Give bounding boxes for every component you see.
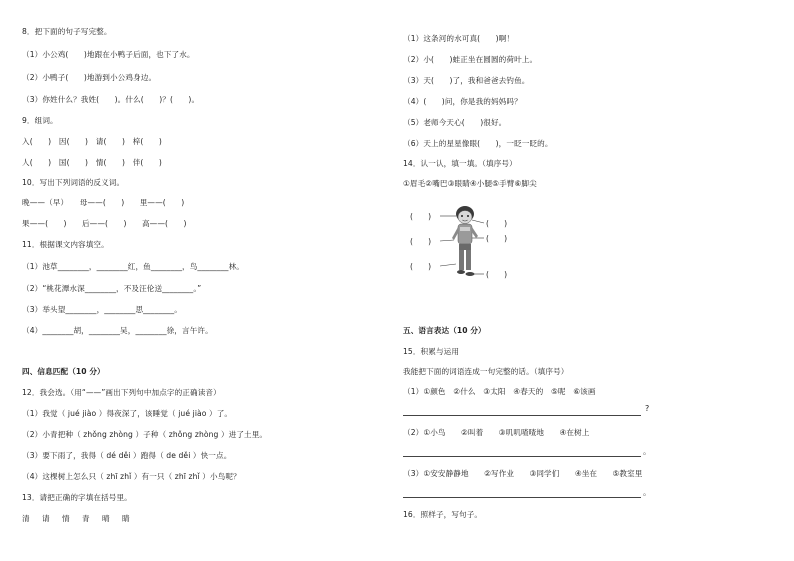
q14-title: 14．认一认，填一填。（填序号） xyxy=(403,159,517,168)
q15-end-mark-3: 。 xyxy=(643,488,651,497)
q12-line-4: （4）这棵树上怎么只（ zhī zhǐ ）有一只（ zhī zhǐ ）小鸟呢？ xyxy=(22,472,241,481)
q11-line-2: （2）“桃花潭水深________，不及汪伦送________。” xyxy=(22,284,202,293)
label-blank-2[interactable]: ( ) xyxy=(410,237,432,246)
section-4-title: 四、信息匹配（10 分） xyxy=(22,367,105,376)
q11-line-1: （1）池草________，________红，鱼________，鸟________林。 xyxy=(22,262,244,271)
q13-sentence-5: （5）老师今天心( )很好。 xyxy=(403,118,507,127)
q9-line-1: 入( ) 因( ) 请( ) 梓( ) xyxy=(22,137,162,146)
q10-title: 10．写出下列词语的反义词。 xyxy=(22,178,125,187)
q10-line-1: 晚——（早） 母——( ) 里——( ) xyxy=(22,198,185,207)
q15-intro: 我能把下面的词语连成一句完整的话。（填序号） xyxy=(403,367,569,376)
q12-line-2: （2）小青把种（ zhǒng zhòng ）子种（ zhǒng zhòng ）进了土里。 xyxy=(22,430,268,439)
q15-item-1: （1）①颜色 ②什么 ③太阳 ④春天的 ⑤呢 ⑥该画 xyxy=(403,387,596,396)
q15-item-3: （3）①安安静静地 ②写作业 ③同学们 ④坐在 ⑤教室里 xyxy=(403,469,643,478)
label-blank-6[interactable]: ( ) xyxy=(486,270,508,279)
label-blank-3[interactable]: ( ) xyxy=(410,262,432,271)
label-blank-5[interactable]: ( ) xyxy=(486,234,508,243)
q15-end-mark-1: ? xyxy=(645,404,650,413)
q15-end-mark-2: 。 xyxy=(643,447,651,456)
q12-line-1: （1）我觉（ jué jiào ）得夜深了，该睡觉（ jué jiào ）了。 xyxy=(22,409,233,418)
q15-item-2: （2）①小鸟 ②叫着 ③叽叽喳喳地 ④在树上 xyxy=(403,428,590,437)
q13-sentence-2: （2）小( )蛙正坐在圆圆的荷叶上。 xyxy=(403,55,538,64)
q16-title: 16．照样子，写句子。 xyxy=(403,510,483,519)
q12-line-3: （3）要下雨了，我得（ dé děi ）跑得（ de děi ）快一点。 xyxy=(22,451,232,460)
section-5-title: 五、语言表达（10 分） xyxy=(403,326,486,335)
body-parts-figure xyxy=(410,200,520,285)
q15-answer-line-1[interactable] xyxy=(403,415,641,416)
q13-characters: 清 请 情 青 晴 睛 xyxy=(22,514,135,523)
q15-answer-line-2[interactable] xyxy=(403,456,641,457)
q15-title: 15．积累与运用 xyxy=(403,347,460,356)
q8-line-1: （1）小公鸡( )地跟在小鸭子后面，也下了水。 xyxy=(22,50,195,59)
q8-title: 8．把下面的句子写完整。 xyxy=(22,27,112,36)
q12-title: 12．我会选。（用“——”画出下列句中加点字的正确读音） xyxy=(22,388,221,397)
q10-line-2: 果——( ) 后——( ) 高——( ) xyxy=(22,219,187,228)
q11-title: 11．根据课文内容填空。 xyxy=(22,240,109,249)
label-blank-4[interactable]: ( ) xyxy=(486,219,508,228)
q11-line-4: （4）________胡，________吴，________徐，言午许。 xyxy=(22,326,213,335)
q13-title: 13．请把正确的字填在括号里。 xyxy=(22,493,132,502)
q15-answer-line-3[interactable] xyxy=(403,497,641,498)
q14-options: ①眉毛②嘴巴③眼睛④小腿⑤手臂⑥脚尖 xyxy=(403,179,537,188)
q13-sentence-6: （6）天上的星星像眼( )，一眨一眨的。 xyxy=(403,139,553,148)
q13-sentence-4: （4）( )问，你是我的妈妈吗？ xyxy=(403,97,522,106)
q8-line-3: （3）你姓什么？我姓( )。什么( )？( )。 xyxy=(22,95,200,104)
q9-title: 9．组词。 xyxy=(22,116,58,125)
q9-line-2: 人( ) 国( ) 情( ) 伴( ) xyxy=(22,158,162,167)
q8-line-2: （2）小鸭子( )地游到小公鸡身边。 xyxy=(22,73,157,82)
q13-sentence-1: （1）这条河的水可真( )啊！ xyxy=(403,34,515,43)
q13-sentence-3: （3）天( )了，我和爸爸去钓鱼。 xyxy=(403,76,530,85)
label-blank-1[interactable]: ( ) xyxy=(410,212,432,221)
q11-line-3: （3）举头望________，________思________。 xyxy=(22,305,183,314)
